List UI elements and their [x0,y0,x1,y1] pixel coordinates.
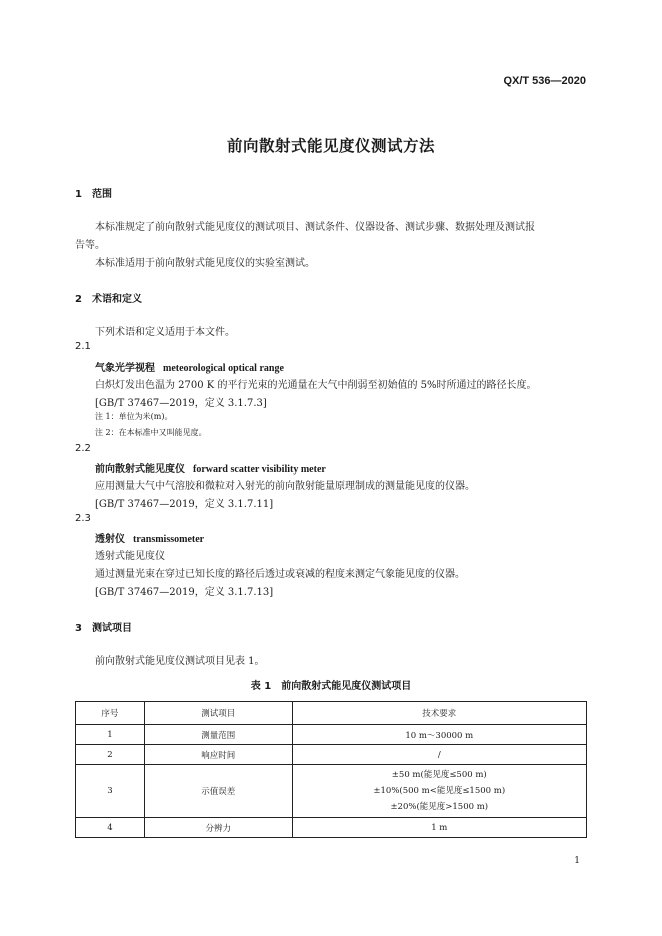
term-2-1-definition: 白炽灯发出色温为 2700 K 的平行光束的光通量在大气中削弱至初始值的 5%时所通过的路径长度。 [95,380,537,391]
table-header-row [76,702,587,725]
term-2-2-en: forward scatter visibility meter [193,464,326,475]
term-2-3-definition: 通过测量光束在穿过已知长度的路径后透过或衰减的程度来测定气象能见度的仪器。 [95,569,465,580]
term-2-3-title [95,530,204,545]
table-row [76,725,587,745]
header-requirement: 技术要求 [292,702,586,725]
standard-number: QX/T 536—2020 [503,75,586,87]
cell-item: 响应时间 [144,745,292,765]
requirement-line: ±20%(能见度>1500 m) [390,802,489,812]
term-2-3-en: transmissometer [133,534,205,545]
term-2-3-alternative: 透射式能见度仪 [95,551,165,562]
cell-no: 4 [76,818,145,838]
section-3-heading: 3 测试项目 [75,623,132,634]
header-item: 测试项目 [144,702,292,725]
document-title: 前向散射式能见度仪测试方法 [226,137,435,155]
table-row [76,765,587,818]
cell-requirement [292,765,586,818]
section-2-intro: 下列术语和定义适用于本文件。 [95,327,235,338]
term-2-1-en: meteorological optical range [163,363,284,374]
term-2-1-number: 2.1 [75,341,91,352]
cell-item: 测量范围 [144,725,292,745]
section-1-heading: 1 范围 [75,189,112,200]
requirement-line: ±10%(500 m<能见度≤1500 m) [373,786,506,796]
cell-requirement: 10 m～30000 m [292,725,586,745]
cell-item: 分辨力 [144,818,292,838]
cell-requirement: / [292,745,586,765]
table-1 [75,701,587,838]
section-1-para-1-line-1: 本标准规定了前向散射式能见度仪的测试项目、测试条件、仪器设备、测试步骤、数据处理及测试报 [95,222,535,233]
term-2-2-definition: 应用测量大气中气溶胶和微粒对入射光的前向散射能量原理制成的测量能见度的仪器。 [95,481,475,492]
term-2-2-title [95,460,326,475]
cell-no: 2 [76,745,145,765]
term-2-1-note-1: 注 1：单位为米(m)。 [95,412,173,421]
section-1-para-2: 本标准适用于前向散射式能见度仪的实验室测试。 [95,258,315,269]
table-1-caption: 表 1 前向散射式能见度仪测试项目 [250,681,412,692]
term-2-1-title [95,359,284,374]
term-2-1-zh: 气象光学视程 [95,363,155,374]
term-2-2-number: 2.2 [75,443,91,454]
term-2-1-note-2: 注 2：在本标准中又叫能见度。 [95,428,207,437]
term-2-3-zh: 透射仪 [95,534,125,545]
table-row [76,745,587,765]
requirement-line: ±50 m(能见度≤500 m) [391,770,487,780]
term-2-3-number: 2.3 [75,513,91,524]
table-row [76,818,587,838]
cell-no: 3 [76,765,145,818]
cell-no: 1 [76,725,145,745]
cell-item: 示值误差 [144,765,292,818]
page-number: 1 [574,856,580,866]
section-3-para: 前向散射式能见度仪测试项目见表 1。 [95,656,265,667]
term-2-3-source: [GB/T 37467—2019，定义 3.1.7.13] [95,587,274,598]
header-no: 序号 [76,702,145,725]
term-2-2-zh: 前向散射式能见度仪 [95,464,185,475]
term-2-1-source: [GB/T 37467—2019，定义 3.1.7.3] [95,398,267,409]
section-2-heading: 2 术语和定义 [75,294,142,305]
section-1-para-1-line-2: 告等。 [75,240,105,251]
cell-requirement: 1 m [292,818,586,838]
term-2-2-source: [GB/T 37467—2019，定义 3.1.7.11] [95,499,274,510]
